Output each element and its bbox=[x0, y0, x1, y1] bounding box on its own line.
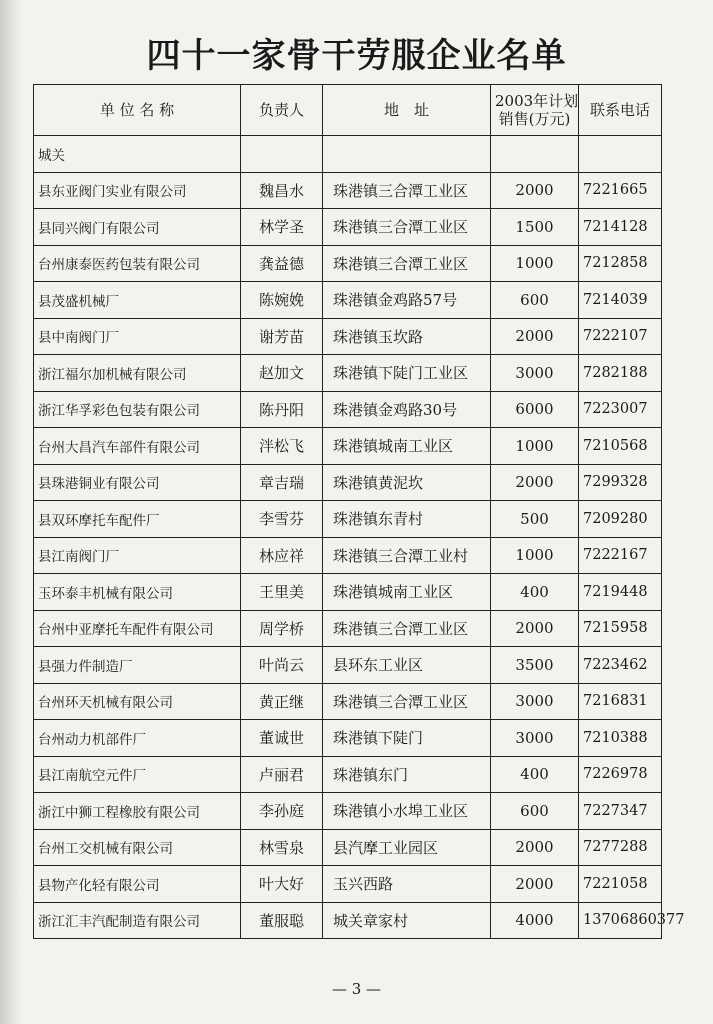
cell-phone: 7221665 bbox=[579, 172, 662, 209]
cell-sales: 4000 bbox=[491, 902, 579, 939]
cell-company-name: 浙江福尔加机械有限公司 bbox=[34, 355, 241, 392]
cell-phone: 7299328 bbox=[579, 464, 662, 501]
cell-phone: 7212858 bbox=[579, 245, 662, 282]
page-number: — 3 — bbox=[331, 980, 382, 998]
col-header-person: 负责人 bbox=[241, 85, 323, 136]
cell-company-name: 县江南航空元件厂 bbox=[34, 756, 241, 793]
cell-address: 珠港镇城南工业区 bbox=[323, 428, 491, 465]
cell-sales: 3000 bbox=[491, 355, 579, 392]
section-empty-cell bbox=[241, 136, 323, 173]
cell-phone: 7221058 bbox=[579, 866, 662, 903]
cell-company-name: 县双环摩托车配件厂 bbox=[34, 501, 241, 538]
cell-address: 珠港镇下陡门 bbox=[323, 720, 491, 757]
cell-sales: 6000 bbox=[491, 391, 579, 428]
cell-sales: 1000 bbox=[491, 245, 579, 282]
cell-address: 珠港镇三合潭工业区 bbox=[323, 209, 491, 246]
cell-company-name: 县中南阀门厂 bbox=[34, 318, 241, 355]
page-title: 四十一家骨干劳服企业名单 bbox=[146, 36, 567, 76]
cell-company-name: 台州中亚摩托车配件有限公司 bbox=[34, 610, 241, 647]
cell-sales: 600 bbox=[491, 282, 579, 319]
cell-person: 泮松飞 bbox=[241, 428, 323, 465]
cell-company-name: 台州工交机械有限公司 bbox=[34, 829, 241, 866]
cell-phone: 7282188 bbox=[579, 355, 662, 392]
cell-sales: 3000 bbox=[491, 683, 579, 720]
cell-phone: 13706860377 bbox=[579, 902, 662, 939]
cell-address: 珠港镇东门 bbox=[323, 756, 491, 793]
col-header-sales-line1: 2003年计划 bbox=[495, 92, 579, 110]
cell-phone: 7223462 bbox=[579, 647, 662, 684]
section-empty-cell bbox=[323, 136, 491, 173]
table-row bbox=[34, 647, 662, 684]
cell-company-name: 玉环泰丰机械有限公司 bbox=[34, 574, 241, 611]
section-empty-cell bbox=[491, 136, 579, 173]
cell-address: 珠港镇金鸡路57号 bbox=[323, 282, 491, 319]
cell-company-name: 浙江中狮工程橡胶有限公司 bbox=[34, 793, 241, 830]
enterprise-table bbox=[33, 84, 685, 939]
cell-company-name: 浙江华孚彩色包装有限公司 bbox=[34, 391, 241, 428]
table-row bbox=[34, 683, 662, 720]
cell-address: 珠港镇下陡门工业区 bbox=[323, 355, 491, 392]
cell-sales: 400 bbox=[491, 756, 579, 793]
table-row bbox=[34, 537, 662, 574]
cell-sales: 2000 bbox=[491, 610, 579, 647]
cell-company-name: 县江南阀门厂 bbox=[34, 537, 241, 574]
cell-address: 珠港镇金鸡路30号 bbox=[323, 391, 491, 428]
cell-person: 叶大好 bbox=[241, 866, 323, 903]
cell-phone: 7214128 bbox=[579, 209, 662, 246]
section-empty-cell bbox=[579, 136, 662, 173]
cell-phone: 7210568 bbox=[579, 428, 662, 465]
cell-address: 珠港镇三合潭工业区 bbox=[323, 683, 491, 720]
cell-company-name: 县茂盛机械厂 bbox=[34, 282, 241, 319]
cell-address: 珠港镇三合潭工业区 bbox=[323, 245, 491, 282]
table-row bbox=[34, 209, 662, 246]
cell-person: 李孙庭 bbox=[241, 793, 323, 830]
cell-sales: 2000 bbox=[491, 172, 579, 209]
cell-company-name: 县强力件制造厂 bbox=[34, 647, 241, 684]
cell-company-name: 县物产化轻有限公司 bbox=[34, 866, 241, 903]
cell-person: 周学桥 bbox=[241, 610, 323, 647]
cell-address: 玉兴西路 bbox=[323, 866, 491, 903]
table-row bbox=[34, 172, 662, 209]
table-row bbox=[34, 902, 662, 939]
table-row bbox=[34, 391, 662, 428]
col-header-address: 地 址 bbox=[323, 85, 491, 136]
table-row bbox=[34, 428, 662, 465]
cell-phone: 7209280 bbox=[579, 501, 662, 538]
cell-phone: 7222167 bbox=[579, 537, 662, 574]
table-row bbox=[34, 318, 662, 355]
col-header-name: 单 位 名 称 bbox=[34, 85, 241, 136]
table-row bbox=[34, 282, 662, 319]
table-row bbox=[34, 720, 662, 757]
cell-person: 魏昌水 bbox=[241, 172, 323, 209]
table-row bbox=[34, 355, 662, 392]
cell-sales: 2000 bbox=[491, 464, 579, 501]
cell-person: 董服聪 bbox=[241, 902, 323, 939]
cell-sales: 2000 bbox=[491, 866, 579, 903]
cell-person: 林学圣 bbox=[241, 209, 323, 246]
table-row bbox=[34, 829, 662, 866]
cell-sales: 400 bbox=[491, 574, 579, 611]
cell-company-name: 台州大昌汽车部件有限公司 bbox=[34, 428, 241, 465]
cell-address: 珠港镇东青村 bbox=[323, 501, 491, 538]
table-row bbox=[34, 245, 662, 282]
cell-sales: 500 bbox=[491, 501, 579, 538]
cell-person: 章吉瑞 bbox=[241, 464, 323, 501]
cell-person: 卢丽君 bbox=[241, 756, 323, 793]
cell-phone: 7277288 bbox=[579, 829, 662, 866]
cell-sales: 1500 bbox=[491, 209, 579, 246]
cell-phone: 7226978 bbox=[579, 756, 662, 793]
table-row bbox=[34, 866, 662, 903]
cell-address: 珠港镇三合潭工业区 bbox=[323, 610, 491, 647]
table-row bbox=[34, 756, 662, 793]
cell-sales: 1000 bbox=[491, 537, 579, 574]
col-header-sales bbox=[491, 85, 579, 136]
cell-address: 珠港镇城南工业区 bbox=[323, 574, 491, 611]
cell-sales: 600 bbox=[491, 793, 579, 830]
cell-address: 珠港镇黄泥坎 bbox=[323, 464, 491, 501]
cell-person: 林应祥 bbox=[241, 537, 323, 574]
table-row bbox=[34, 610, 662, 647]
table-row bbox=[34, 574, 662, 611]
cell-phone: 7215958 bbox=[579, 610, 662, 647]
section-label: 城关 bbox=[34, 136, 241, 173]
table-row bbox=[34, 501, 662, 538]
cell-sales: 2000 bbox=[491, 318, 579, 355]
cell-phone: 7216831 bbox=[579, 683, 662, 720]
col-header-phone: 联系电话 bbox=[579, 85, 662, 136]
cell-person: 李雪芬 bbox=[241, 501, 323, 538]
cell-company-name: 台州动力机部件厂 bbox=[34, 720, 241, 757]
cell-address: 珠港镇三合潭工业村 bbox=[323, 537, 491, 574]
cell-person: 龚益德 bbox=[241, 245, 323, 282]
cell-person: 林雪泉 bbox=[241, 829, 323, 866]
cell-address: 城关章家村 bbox=[323, 902, 491, 939]
col-header-sales-line2: 销售(万元) bbox=[498, 110, 571, 128]
cell-person: 叶尚云 bbox=[241, 647, 323, 684]
cell-sales: 2000 bbox=[491, 829, 579, 866]
cell-company-name: 浙江汇丰汽配制造有限公司 bbox=[34, 902, 241, 939]
cell-address: 县汽摩工业园区 bbox=[323, 829, 491, 866]
cell-sales: 3500 bbox=[491, 647, 579, 684]
table-row bbox=[34, 464, 662, 501]
cell-address: 县环东工业区 bbox=[323, 647, 491, 684]
cell-person: 董诚世 bbox=[241, 720, 323, 757]
cell-person: 黄正继 bbox=[241, 683, 323, 720]
cell-address: 珠港镇玉坎路 bbox=[323, 318, 491, 355]
cell-phone: 7219448 bbox=[579, 574, 662, 611]
cell-phone: 7214039 bbox=[579, 282, 662, 319]
cell-person: 陈婉娩 bbox=[241, 282, 323, 319]
cell-person: 谢芳苗 bbox=[241, 318, 323, 355]
cell-sales: 1000 bbox=[491, 428, 579, 465]
cell-company-name: 台州康泰医药包装有限公司 bbox=[34, 245, 241, 282]
cell-phone: 7227347 bbox=[579, 793, 662, 830]
cell-phone: 7210388 bbox=[579, 720, 662, 757]
cell-phone: 7223007 bbox=[579, 391, 662, 428]
cell-person: 陈丹阳 bbox=[241, 391, 323, 428]
cell-sales: 3000 bbox=[491, 720, 579, 757]
cell-person: 王里美 bbox=[241, 574, 323, 611]
cell-company-name: 县东亚阀门实业有限公司 bbox=[34, 172, 241, 209]
table-row bbox=[34, 793, 662, 830]
cell-company-name: 台州环天机械有限公司 bbox=[34, 683, 241, 720]
table-header-row bbox=[34, 85, 662, 136]
section-row bbox=[34, 136, 662, 173]
cell-person: 赵加文 bbox=[241, 355, 323, 392]
cell-address: 珠港镇小水埠工业区 bbox=[323, 793, 491, 830]
cell-phone: 7222107 bbox=[579, 318, 662, 355]
cell-company-name: 县珠港铜业有限公司 bbox=[34, 464, 241, 501]
cell-company-name: 县同兴阀门有限公司 bbox=[34, 209, 241, 246]
cell-address: 珠港镇三合潭工业区 bbox=[323, 172, 491, 209]
page-edge-shadow bbox=[0, 0, 22, 1024]
